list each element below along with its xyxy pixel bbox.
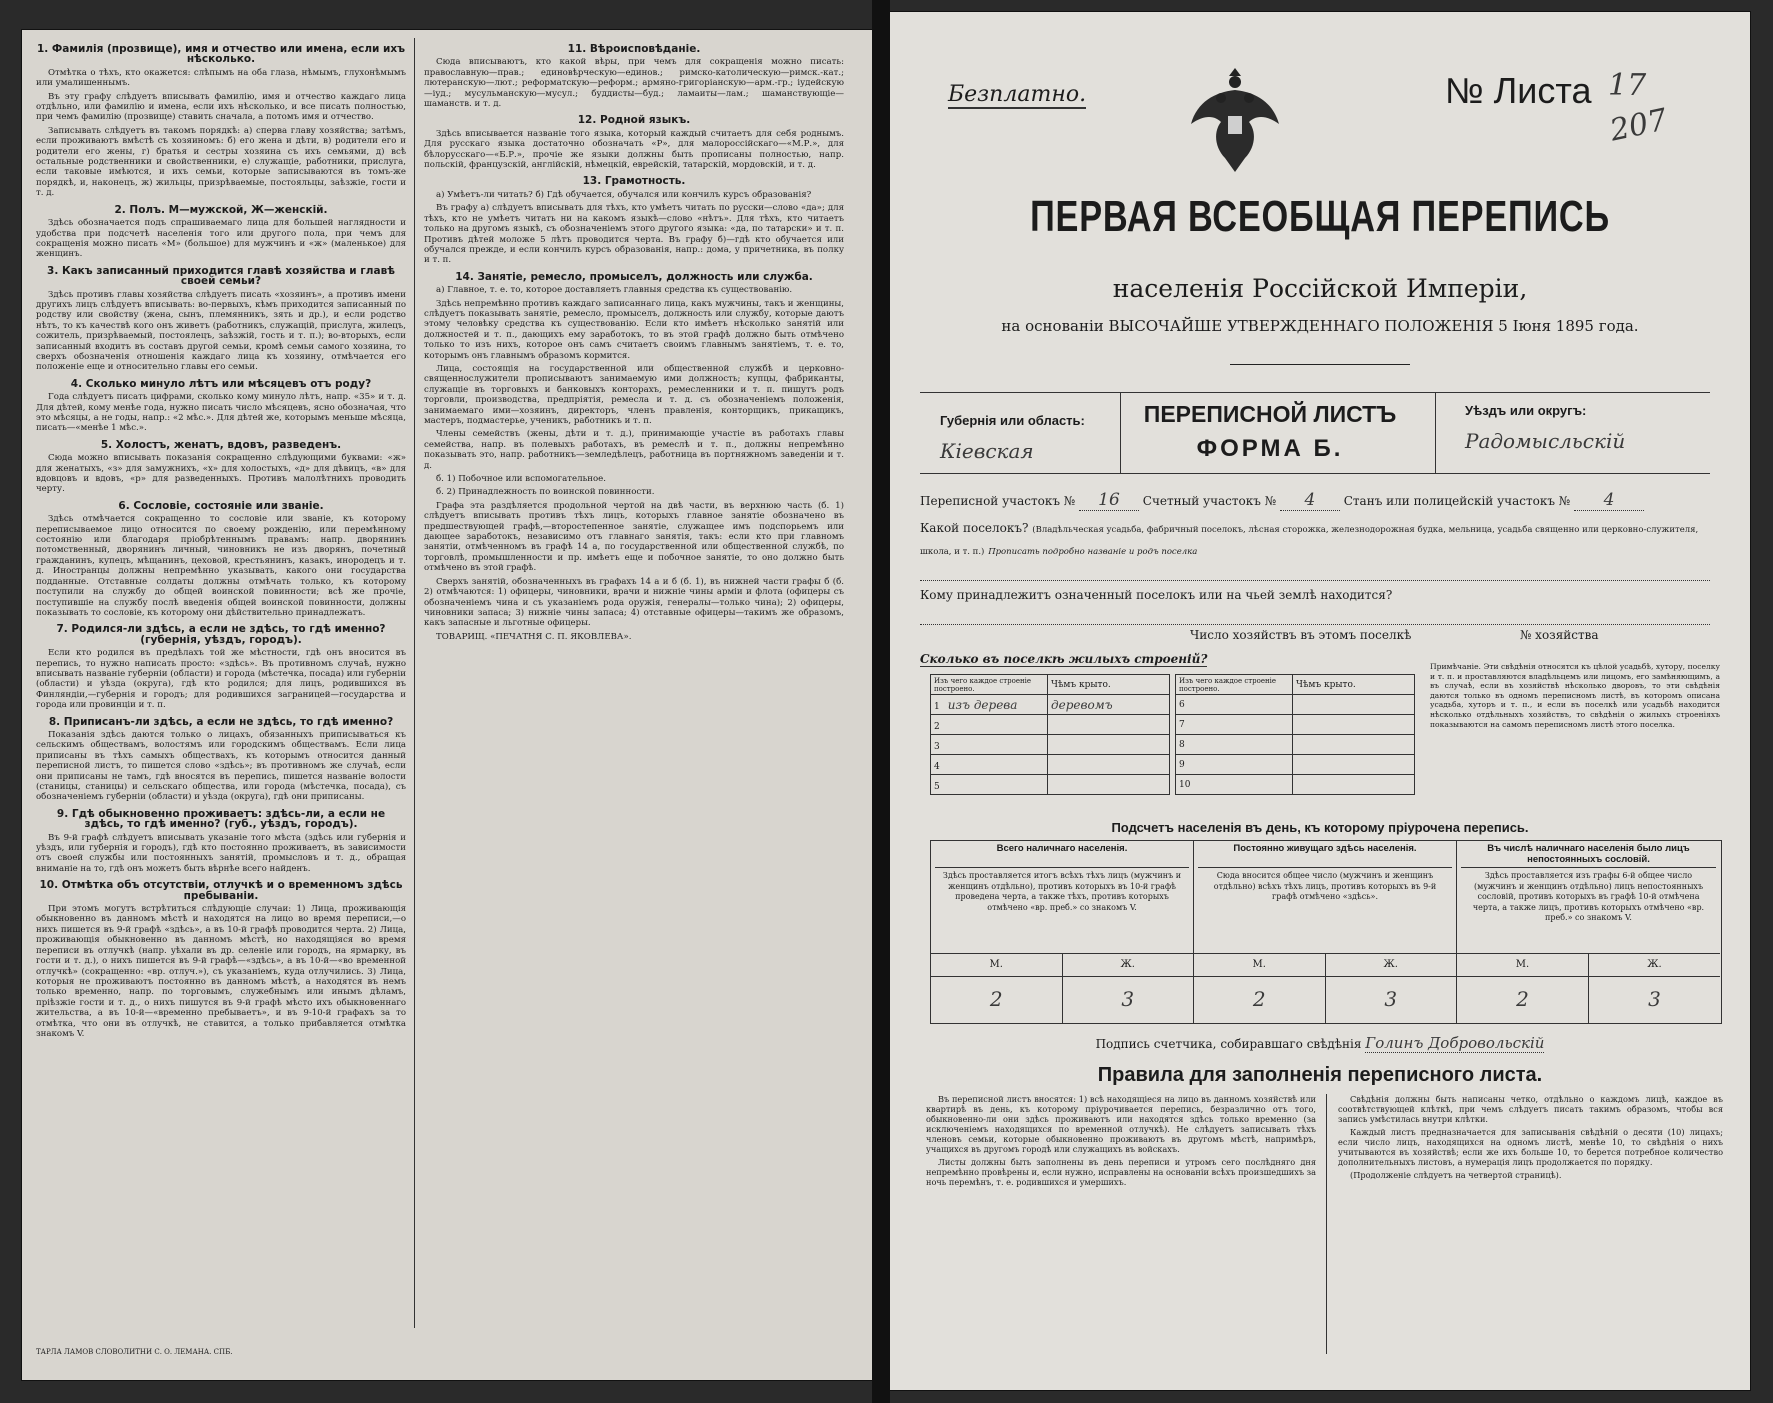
instruction-paragraph: Здѣсь непремѣнно противъ каждаго записаннаго лица, какъ мужчины, такъ и женщины, слѣдуетъ показывать занятіе, ремесло, промыселъ, должность или службу, которые даютъ этому человѣку средства къ существованію. Если кто имѣетъ нѣсколько занятій или должностей и т. п., дающихъ ему заработокъ, то въ этой графѣ должно быть отмѣчено только то изъ нихъ, которое онъ самъ считаетъ своимъ главнымъ занятіемъ, т. е. то, которымъ онъ главнымъ образомъ кормится.	[424, 298, 844, 361]
instruction-paragraph: Члены семействъ (жены, дѣти и т. д.), принимающіе участіе въ работахъ главы семейства, напр. въ полевыхъ работахъ, въ ремеслѣ и т. п., должны непремѣнно показывать это, напр. работникъ—земледѣлецъ, работница въ портняжномъ заведеніи и т. д.	[424, 429, 844, 471]
form-title: ПЕРЕПИСНОЙ ЛИСТЪ	[1143, 401, 1397, 427]
building-material-cell	[931, 735, 1048, 755]
building-number: 5	[934, 781, 940, 792]
owner-label: Кому принадлежитъ означенный поселокъ или на чьей землѣ находится?	[920, 588, 1393, 602]
instruction-paragraph: Показанія здѣсь даются только о лицахъ, обязанныхъ приписываться къ сельскимъ обществамъ, волостямъ или городскимъ обществамъ. Если лица приписаны въ тѣхъ самыхъ обществахъ, къ которымъ относится данный переписной листъ, то пишется слово «здѣсь»; въ противномъ же случаѣ, если они приписаны не тамъ, гдѣ вносятся въ перепись, пишется названіе волости (станицы, станицы) и сельскаго общества, или города (мѣстечка, посада), съ обозначеніемъ губерніи (области) и уѣзда (округа), гдѣ они приписаны.	[36, 729, 406, 803]
building-number: 3	[934, 741, 940, 752]
instruction-heading: 1. Фамилія (прозвище), имя и отчество или имена, если ихъ нѣсколько.	[36, 43, 406, 66]
count-heading: Подсчетъ населенія въ день, къ которому пріурочена перепись.	[1111, 820, 1529, 835]
instruction-paragraph: Здѣсь отмѣчается сокращенно то сословіе или званіе, къ которому переписываемое лицо относится по своему рожденію, или перемѣнному состоянію или благодаря пріобрѣтеннымъ правамъ: напр. дворянинъ потомственный, дворянинъ личный, чиновникъ не изъ дворянъ, почетный гражданинъ, купецъ, мѣщанинъ, цеховой, крестьянинъ, казакъ, инородецъ и т. д. Иностранцы должны непремѣнно указывать, какого они государства подданные. Отставные солдаты должны отмѣчать только, къ которому поступили на службу до общей воинской повинности; всѣ же прочіе, поступившіе на службу послѣ введенія общей воинской повинности, должны показывать то сословіе, къ которому они дѣйствительно принадлежатъ.	[36, 514, 406, 618]
buildings-col-material: Изъ чего каждое строеніе построено.	[1176, 675, 1293, 695]
buildings-table-right	[1175, 674, 1415, 795]
instruction-paragraph: Если кто родился въ предѣлахъ той же мѣстности, гдѣ онъ вносится въ перепись, то нужно написать просто: «здѣсь». Въ противномъ случаѣ, нужно вписывать названіе губерніи (области) и города (мѣстечка, посада) или губерніи (области) и уѣзда (округа), гдѣ кто родился; для лицъ, родившихся въ Финляндіи,—губернія и городъ; для родившихся заграницей—государства и города или провинціи и т. п.	[36, 648, 406, 711]
household-number-label: № хозяйства	[1520, 628, 1599, 642]
instruction-heading: 14. Занятіе, ремесло, промыселъ, должность или служба.	[455, 270, 813, 283]
counting-area-label: Счетный участокъ №	[1142, 494, 1277, 508]
buildings-col-material: Изъ чего каждое строеніе построено.	[931, 675, 1048, 695]
instruction-paragraph: б. 1) Побочное или вспомогательное.	[436, 474, 606, 485]
census-area-value: 16	[1079, 490, 1139, 511]
instruction-paragraph: Въ 9-й графѣ слѣдуетъ вписывать указаніе того мѣста (здѣсь или губернія и уѣздъ, или губернія и городъ), гдѣ кто постоянно проживаетъ, въ зависимости отъ своей службы или постоянныхъ занятій, промысловъ и т. д., обращая вниманіе на то, гдѣ онъ можетъ быть вѣрнѣе всего найденъ.	[36, 832, 406, 874]
count-values-row	[1194, 975, 1456, 1023]
title-rule	[1230, 364, 1410, 365]
signature-value: Голинъ Добровольскій	[1365, 1034, 1545, 1052]
instruction-paragraph: Въ графу а) слѣдуетъ вписывать для тѣхъ, кто умѣетъ читать по русски—слово «да»; для тѣхъ, кто не умѣетъ читать ни на какомъ языкѣ—слово «нѣтъ». Для тѣхъ, кто читаетъ только на другомъ языкѣ, съ обозначеніемъ этого другого языка: «да, по татарски» и т. п. Противъ дѣтей моложе 5 лѣтъ проводится черта. Въ графу б)—гдѣ кто обучается или обучался прежде, и если кончилъ курсъ образованія, напр.: дома, у причетника, въ полку и т. п.	[424, 203, 844, 266]
right-page-census-form	[890, 12, 1750, 1390]
building-roof	[1048, 775, 1170, 795]
left-footer-imprint: ТАРЛА ЛАМОВ СЛОВОЛИТНИ С. О. ЛЕМАНА. СПБ.	[36, 1348, 233, 1356]
instruction-paragraph: ТОВАРИЩ. «ПЕЧАТНЯ С. П. ЯКОВЛЕВА».	[436, 631, 632, 642]
building-number: 7	[1176, 715, 1293, 735]
instruction-heading: 8. Приписанъ-ли здѣсь, а если не здѣсь, то гдѣ именно?	[48, 715, 394, 728]
instruction-heading: 7. Родился-ли здѣсь, а если не здѣсь, то гдѣ именно? (губернія, уѣздъ, городъ).	[56, 623, 386, 646]
sheet-number-label: № Листа	[1445, 70, 1592, 111]
instruction-heading: 3. Какъ записанный приходится главѣ хозяйства и главѣ своей семьи?	[47, 264, 395, 288]
building-roof	[1048, 755, 1170, 775]
column-divider	[414, 38, 415, 1328]
census-title: ПЕРВАЯ ВСЕОБЩАЯ ПЕРЕПИСЬ	[1030, 192, 1610, 241]
count-sex-header	[931, 953, 1193, 977]
male-label: М.	[1194, 954, 1326, 976]
building-material-cell	[931, 695, 1048, 715]
count-sex-header	[1457, 953, 1720, 977]
count-column-text: Здѣсь проставляется итогъ всѣхъ тѣхъ лицъ (мужчинъ и женщинъ отдѣльно), противъ которыхъ въ 10-й графѣ проведена черта, а также тѣхъ, противъ которыхъ отмѣчено «вр. преб.» со знакомъ V.	[942, 871, 1182, 912]
buildings-col-roof: Чѣмъ крыто.	[1048, 675, 1170, 695]
imperial-eagle-emblem	[1185, 62, 1285, 182]
count-table	[930, 840, 1722, 1024]
instruction-paragraph: Записывать слѣдуетъ въ такомъ порядкѣ: а) сперва главу хозяйства; затѣмъ, если проживаютъ вмѣстѣ съ хозяиномъ: б) его жена и дѣти, в) родители его и родители его жены, г) братья и сестры хозяина съ ихъ семьями, д) всѣ остальные родственники и свойственники, е) служащіе, работники, прислуга, если таковые имѣются, и ихъ семьи, которые записываются въ томъ-же порядкѣ, и, наконецъ, ж) жильцы, призрѣваемые, постояльцы, заѣзжіе, гости и т. д.	[36, 125, 406, 199]
male-count: 2	[1457, 975, 1589, 1023]
instruction-paragraph: При этомъ могутъ встрѣтиться слѣдующіе случаи: 1) Лица, проживающія обыкновенно въ данномъ мѣстѣ и находятся на лицо во время переписи,—о нихъ пишется въ 9-й графѣ «здѣсь», а въ 10-й графѣ проводится черта. 2) Лица, проживающія обыкновенно въ данномъ мѣстѣ, но находящіяся во время переписи въ отлучкѣ (напр. уѣхали въ др. селеніе или городъ, на ярмарку, въ гости и т. д.), о нихъ пишется въ 9-й графѣ—«здѣсь», а въ 10-й—«во временной отлучкѣ» (сокращенно: «вр. отлуч.»), съ указаніемъ, куда отлучились. 3) Лица, которыя не проживаютъ постоянно въ данномъ мѣстѣ, а находятся въ немъ только временно, напр. по торговымъ, служебнымъ или инымъ дѣламъ, пріѣзжіе гости и т. д., о нихъ пишутся въ 9-й графѣ мѣсто ихъ обыкновеннаго жительства, а въ 10-й—«временно пребываетъ», и въ 9-10-й графахъ за то отмѣтка, что они въ отлучкѣ, не ставится, а только прибавляется отмѣтка знакомъ V.	[36, 904, 406, 1039]
owner-line-rule	[920, 624, 1710, 625]
count-column-heading: Постоянно живущаго здѣсь населенія.	[1198, 843, 1452, 868]
female-count: 3	[1121, 987, 1135, 1011]
buildings-table-left	[930, 674, 1170, 795]
building-row	[931, 775, 1170, 795]
header-divider	[1435, 393, 1436, 473]
census-area-label: Переписной участокъ №	[920, 494, 1076, 508]
instruction-paragraph: Въ эту графу слѣдуетъ вписывать фамилію, имя и отчество каждаго лица отдѣльно, или фамилію и имена, если ихъ нѣсколько, и все писать полностью, при чемъ фамилію (прозвище) ставить сначала, а потомъ имя и отчество.	[36, 91, 406, 123]
count-column	[1194, 841, 1457, 1023]
instruction-heading: 2. Полъ. М—мужской, Ж—женскій.	[114, 203, 328, 216]
rule-paragraph: (Продолженіе слѣдуетъ на четвертой страницѣ).	[1350, 1170, 1562, 1180]
settlement-hint-2: Прописать подробно названіе и родъ поселка	[988, 547, 1198, 557]
uezd-value: Радомысльскій	[1465, 429, 1626, 453]
instruction-paragraph: б. 2) Принадлежность по воинской повинности.	[436, 487, 655, 498]
instruction-heading: 12. Родной языкъ.	[577, 114, 691, 127]
instruction-paragraph: Сюда вписываютъ, кто какой вѣры, при чемъ для сокращенія можно писать: православную—прав.; единовѣрческую—единов.; римско-католическую—римск.-кат.; лютеранскую—лют.; реформатскую—реформ.; армяно-григоріанскую—арм.-гр.; іудейскую—іуд.; мусульманскую—мусул.; буддисты—буд.; ламаиты—лам.; шаманствующіе—шаманств. и т. д.	[424, 57, 844, 110]
building-number: 6	[1176, 695, 1293, 715]
instruction-heading: 4. Сколько минуло лѣтъ или мѣсяцевъ отъ роду?	[70, 377, 372, 390]
female-count: 3	[1384, 987, 1398, 1011]
counting-area-value: 4	[1280, 490, 1340, 511]
instruction-heading: 13. Грамотность.	[582, 175, 686, 188]
count-sex-header	[1194, 953, 1456, 977]
form-name: ФОРМА Б.	[1196, 435, 1344, 462]
male-label: М.	[931, 954, 1063, 976]
instruction-paragraph: а) Главное, т. е. то, которое доставляетъ главныя средства къ существованію.	[436, 285, 793, 296]
building-number: 9	[1176, 755, 1293, 775]
instruction-paragraph: Здѣсь вписывается названіе того языка, который каждый считаетъ для себя роднымъ. Для русскаго языка достаточно обозначать «Р», для малороссійскаго—«М.Р.», для бѣлорусскаго—«Б.Р.», прочіе же языки должны быть прописаны полностью, напр. польскій, французскій, англійскій, нѣмецкій, еврейскій, татарскій, мордовскій, и т. д.	[424, 128, 844, 171]
buildings-col-roof: Чѣмъ крыто.	[1293, 675, 1415, 695]
instruction-heading: 10. Отмѣтка объ отсутствіи, отлучкѣ и о временномъ здѣсь пребываніи.	[39, 879, 403, 902]
left-page-instructions	[22, 30, 872, 1380]
building-row	[1176, 755, 1415, 775]
count-values-row	[1457, 975, 1720, 1023]
count-column-heading: Въ числѣ наличнаго населенія было лицъ непостоянныхъ сословій.	[1461, 843, 1716, 868]
instructions-column-2	[424, 38, 844, 1358]
building-number: 1	[934, 701, 940, 712]
sheet-number-handwritten: 207	[1606, 102, 1671, 149]
male-count: 2	[1194, 975, 1326, 1023]
building-number: 10	[1176, 775, 1293, 795]
instruction-heading: 6. Сословіе, состояніе или званіе.	[118, 499, 324, 512]
free-label: Безплатно.	[948, 82, 1087, 107]
uezd-label: Уѣздъ или округъ:	[1465, 403, 1587, 418]
female-label: Ж.	[1383, 959, 1398, 970]
building-material-cell	[931, 755, 1048, 775]
rules-column-right	[1338, 1094, 1723, 1374]
settlement-hint: (Владѣльческая усадьба, фабричный поселокъ, лѣсная сторожка, железнодорожная будка, мельница, усадьба священно или церковно-служителя, школа, и т. п.)	[920, 525, 1699, 557]
rules-divider	[1326, 1094, 1327, 1354]
building-number: 8	[1176, 735, 1293, 755]
building-roof	[1048, 715, 1170, 735]
instruction-paragraph: а) Умѣетъ-ли читать? б) Гдѣ обучается, обучался или кончилъ курсъ образованія?	[436, 189, 812, 200]
sheet-number-value: 17	[1608, 68, 1647, 103]
buildings-note: Примѣчаніе. Эти свѣдѣнія относятся къ цѣлой усадьбѣ, хутору, поселку и т. п. и проставляются владѣльцемъ или лицомъ, его замѣняющимъ, а въ случаѣ, если въ хозяйствѣ нѣсколько дворовъ, то эти свѣдѣнія даются только въ одномъ переписномъ листѣ, въ которомъ описана усадьба, хуторъ и т. п., и если въ поселкѣ или усадьбѣ находится нѣсколько отдѣльныхъ хозяйствъ, то свѣдѣнія о жилыхъ строеніяхъ показываются на самомъ переписномъ листѣ этого поселка.	[1430, 662, 1720, 729]
instruction-heading: 5. Холостъ, женатъ, вдовъ, разведенъ.	[100, 438, 342, 451]
instruction-paragraph: Графа эта раздѣляется продольной чертой на двѣ части, въ верхнюю часть (б. 1) слѣдуетъ вписывать противъ тѣхъ лицъ, которыхъ главное занятіе обозначено въ предшествующей графѣ,—второстепенное занятіе, служащее имъ подспорьемъ или дающее заработокъ, независимо отъ главнаго занятія, такъ: если кто при главномъ занятіи, отмѣченномъ въ графѣ 14 а, по государственной или общественной службѣ, по торговлѣ, промышленности и пр. имѣетъ еще и побочное занятіе, то оно должно быть отмѣчено въ этой графѣ.	[424, 500, 844, 574]
building-material-cell	[931, 715, 1048, 735]
instruction-paragraph: Года слѣдуетъ писать цифрами, сколько кому минуло лѣтъ, напр. «35» и т. д. Для дѣтей, кому менѣе года, нужно писать число мѣсяцевъ, ясно обозначая, что это мѣсяцы, а не годы, напр.: «2 мѣс.». Для дѣтей же, которымъ меньше мѣсяца, писать—«менѣе 1 мѣс.».	[36, 392, 406, 434]
instruction-paragraph: Сверхъ занятій, обозначенныхъ въ графахъ 14 а и б (б. 1), въ нижней части графы б (б. 2) отмѣчаются: 1) офицеры, чиновники, врачи и нижніе чины армiи и флота (офицеры съ обозначеніемъ чина и съ указаніемъ рода оружія, генералы—только чина); 2) офицеры, чиновники запаса; 3) нижніе чины запаса; 4) отставные офицеры—такимъ же образомъ, какъ запасные и льготные офицеры.	[424, 576, 844, 629]
building-roof	[1293, 755, 1415, 775]
households-label: Число хозяйствъ въ этомъ поселкѣ	[1190, 628, 1412, 642]
building-roof	[1048, 735, 1170, 755]
building-number: 4	[934, 761, 940, 772]
stan-label: Станъ или полицейскій участокъ №	[1343, 494, 1571, 508]
building-roof	[1293, 735, 1415, 755]
settlement-line-rule	[920, 580, 1710, 581]
count-column-heading: Всего наличнаго населенія.	[935, 843, 1189, 868]
building-row	[1176, 775, 1415, 795]
rule-paragraph: Каждый листъ предназначается для записыванія свѣдѣній о десяти (10) лицахъ; если число лицъ, находящихся на одномъ листѣ, менѣе 10, то свѣдѣнія о нихъ учитываются въ хозяйствѣ; если же ихъ больше 10, то берется потребное количество дополнительныхъ листовъ, а нумерація лицъ продолжается по порядку.	[1338, 1127, 1723, 1167]
count-column	[1457, 841, 1720, 1023]
building-roof	[1293, 715, 1415, 735]
rule-paragraph: Въ переписной листъ вносятся: 1) всѣ находящіеся на лицо въ данномъ хозяйствѣ или квартирѣ въ день, къ которому пріурочивается перепись, безразлично отъ того, обыкновенно-ли они здѣсь проживаютъ или находятся здѣсь только временно (за исключеніемъ находящихся по временной отлучкѣ). Не слѣдуетъ записывать тѣхъ членовъ семьи, которые обыкновенно проживаютъ въ другомъ мѣстѣ, напримѣръ, учащихся въ другомъ городѣ или служащихъ въ войскахъ.	[926, 1094, 1316, 1154]
building-row	[931, 755, 1170, 775]
instruction-paragraph: Отмѣтка о тѣхъ, кто окажется: слѣпымъ на оба глаза, нѣмымъ, глухонѣмымъ или умалишеннымъ.	[36, 67, 406, 89]
form-header-box	[920, 392, 1710, 474]
male-label: М.	[1457, 954, 1589, 976]
male-count: 2	[931, 975, 1063, 1023]
rules-title: Правила для заполненія переписного листа.	[1097, 1064, 1543, 1086]
building-roof	[1293, 695, 1415, 715]
signature-line	[890, 1034, 1750, 1053]
instruction-heading: 11. Вѣроисповѣданіе.	[567, 43, 701, 55]
female-count: 3	[1648, 987, 1661, 1011]
instruction-paragraph: Здѣсь противъ главы хозяйства слѣдуетъ писать «хозяинъ», а противъ имени другихъ лицъ слѣдуетъ вписывать: во-первыхъ, кѣмъ приходится записанный по родству или свойству (жена, сынъ, племянникъ, зять и др.), и если родство нѣтъ, то къ качествѣ кого онъ живетъ (работникъ, служащій, прислуга, жилецъ, сожитель, призрѣваемый, постоялецъ, заѣзжій, гость и т. п.); во-вторыхъ, если записанный входитъ въ составъ другой семьи, кромѣ семьи самого хозяина, то сверхъ обозначенія отношенія каждаго лица къ хозяину, отмѣчается его положеніе еще и относительно главы его семьи.	[36, 289, 406, 373]
areas-line	[920, 490, 1710, 511]
buildings-heading: Сколько въ поселкѣ жилыхъ строеній?	[920, 652, 1208, 666]
count-column-text: Сюда вносится общее число (мужчинъ и женщинъ отдѣльно) всѣхъ тѣхъ лицъ, противъ которыхъ въ 9-й графѣ отмѣчено «здѣсь».	[1213, 871, 1437, 901]
building-row	[931, 735, 1170, 755]
rule-paragraph: Свѣдѣнія должны быть написаны четко, отдѣльно о каждомъ лицѣ, каждое въ соотвѣтствующей клѣткѣ, при чемъ слѣдуетъ писать такимъ образомъ, чтобы вся запись умѣстилась внутри клѣтки.	[1338, 1094, 1723, 1124]
instruction-heading: 9. Гдѣ обыкновенно проживаетъ: здѣсь-ли, а если не здѣсь, то гдѣ именно? (губ., уѣздъ, городъ).	[56, 807, 386, 831]
female-label: Ж.	[1647, 959, 1662, 970]
building-row	[1176, 735, 1415, 755]
settlement-label: Какой поселокъ?	[920, 521, 1029, 535]
stan-value: 4	[1574, 490, 1644, 511]
building-material-cell	[931, 775, 1048, 795]
building-row	[1176, 695, 1415, 715]
building-roof	[1293, 775, 1415, 795]
book-spine	[872, 0, 890, 1403]
instruction-paragraph: Сюда можно вписывать показанія сокращенно слѣдующими буквами: «ж» для женатыхъ, «з» для замужнихъ, «х» для холостыхъ, «д» для дѣвицъ, «в» для вдовцовъ и вдовъ, «р» для разведенныхъ. Противъ малолѣтнихъ проводить черту.	[36, 453, 406, 495]
rules-column-left	[926, 1094, 1316, 1374]
building-row	[931, 695, 1170, 715]
instruction-paragraph: Лица, состоящія на государственной или общественной службѣ и церковно-священнослужители прописываютъ занимаемую ими должность; купцы, фабриканты, служащіе въ торговыхъ и банковыхъ конторахъ, ремесленники и т. п. пишутъ родъ торговли, производства, предпріятія, ремесла и т. д. съ обозначеніемъ положенія, занимаемаго ими—хозяинъ, директоръ, членъ правленія, конторщикъ, прикащикъ, мастеръ, подмастерье, ученикъ, работникъ и т. п.	[424, 363, 844, 426]
census-basis: на основаніи ВЫСОЧАЙШЕ УТВЕРЖДЕННАГО ПОЛОЖЕНІЯ 5 Іюня 1895 года.	[1001, 317, 1639, 335]
count-column-text: Здѣсь проставляется изъ графы 6-й общее число (мужчинъ и женщинъ отдѣльно) лицъ непостоянныхъ сословій, противъ которыхъ въ графѣ 10-й отмѣчена черта, а также лицъ, противъ которыхъ отмѣчено «вр. преб.» со знакомъ V.	[1472, 871, 1705, 922]
census-subtitle: населенія Россійской Имперіи,	[1112, 274, 1528, 303]
instructions-column-1	[36, 38, 406, 1328]
female-label: Ж.	[1120, 959, 1135, 970]
instruction-paragraph: Здѣсь обозначается подъ спрашиваемаго лица для большей наглядности и удобства при подсчетѣ населенія того или другого пола, при чемъ для сокращенія можно писать «М» (большое) для мужчинъ и «ж» (маленькое) для женщинъ.	[36, 218, 406, 260]
rule-paragraph: Листы должны быть заполнены въ день переписи и утромъ сего послѣдняго дня непремѣнно провѣрены и, если нужно, исправлены на основаніи всѣхъ произшедшихъ за ночь перемѣнъ, т. е. родившихся и умершихъ.	[926, 1157, 1316, 1187]
settlement-line	[920, 518, 1710, 562]
gubernia-value: Кіевская	[940, 439, 1034, 463]
signature-label: Подпись счетчика, собиравшаго свѣдѣнія	[1095, 1037, 1362, 1051]
gubernia-label: Губернія или область:	[940, 413, 1085, 428]
building-roof: деревомъ	[1048, 695, 1170, 715]
building-row	[1176, 715, 1415, 735]
building-number: 2	[934, 721, 940, 732]
count-column	[931, 841, 1194, 1023]
count-values-row	[931, 975, 1193, 1023]
building-row	[931, 715, 1170, 735]
building-material: изъ дерева	[947, 697, 1018, 712]
